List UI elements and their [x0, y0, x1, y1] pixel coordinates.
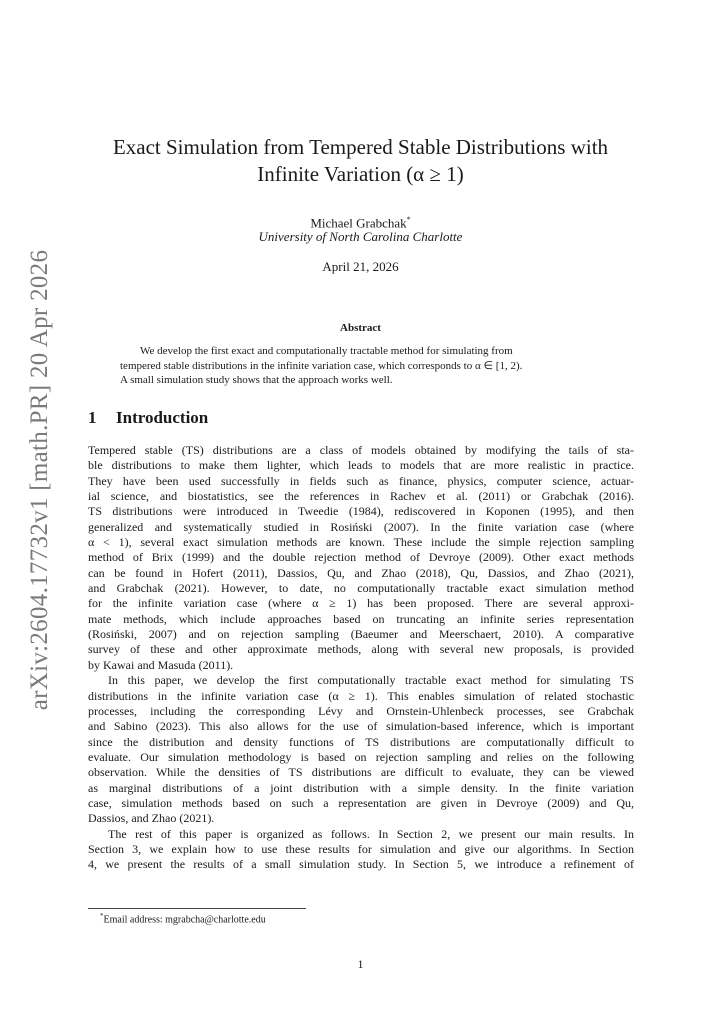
- body-line: generalized and systematically studied in Rosiński (2007). In the finite variation case (where: [88, 519, 634, 534]
- body-line: In this paper, we develop the first computationally tractable exact method for simulating TS: [108, 673, 634, 688]
- body-line: method of Brix (1999) and the double rejection method of Devroye (2009). Other exact methods: [88, 550, 634, 565]
- page-number: 1: [357, 957, 364, 971]
- section-title: Introduction: [116, 408, 209, 427]
- paper-date: April 21, 2026: [322, 259, 399, 274]
- abstract-heading: Abstract: [340, 322, 381, 334]
- body-line: survey of these and other approximate methods, along with several new proposals, is provided: [88, 642, 634, 657]
- body-line: mate methods, which include approaches based on truncating an infinite series representation: [88, 611, 634, 626]
- footnote-mark: *: [100, 912, 104, 920]
- author-footnote-mark: *: [406, 215, 411, 224]
- body-line: as marginal distributions of a joint distribution with a simple density. In the finite variation: [88, 780, 634, 795]
- body-line: Dassios, and Zhao (2021).: [88, 811, 215, 826]
- body-line: The rest of this paper is organized as follows. In Section 2, we present our main results. In: [108, 826, 634, 841]
- body-line: can be found in Hofert (2011), Dassios, Qu, and Zhao (2018), Qu, Dassios, and Zhao (2021),: [88, 565, 634, 580]
- section-heading: [88, 408, 208, 428]
- body-line: evaluate. Our simulation methodology is based on rejection sampling and relies on the following: [88, 749, 634, 764]
- body-line: They have been used successfully in fields such as finance, physics, computer science, actuar-: [88, 473, 634, 488]
- body-line: and Grabchak (2021). However, to date, no computationally tractable exact simulation method: [88, 581, 634, 596]
- body-line: ble distributions to make them lighter, which leads to models that are more realistic in practice.: [88, 458, 634, 473]
- body-line: distributions in the infinite variation case (α ≥ 1). This enables simulation of related stochastic: [88, 688, 634, 703]
- abstract-line: tempered stable distributions in the infinite variation case, which corresponds to α ∈ [1, 2).: [120, 359, 523, 372]
- body-line: 4, we present the results of a small simulation study. In Section 5, we introduce a refinement of: [88, 857, 634, 872]
- footnote-text: Email address: mgrabcha@charlotte.edu: [103, 914, 266, 926]
- author-name: Michael Grabchak: [310, 215, 407, 231]
- arxiv-identifier: arXiv:2604.17732v1 [math.PR] 20 Apr 2026: [26, 249, 53, 711]
- footnote-rule: [88, 908, 306, 909]
- abstract-body: [120, 344, 601, 388]
- body-line: TS distributions were introduced in Tweedie (1984), rediscovered in Koponen (1995), and then: [88, 504, 634, 519]
- body-line: observation. While the densities of TS distributions are difficult to evaluate, they can be viewed: [88, 765, 634, 780]
- body-line: for the infinite variation case (where α ≥ 1) has been proposed. There are several approxi-: [88, 596, 634, 611]
- body-line: by Kawai and Masuda (2011).: [88, 657, 234, 672]
- body-line: α < 1), several exact simulation methods are known. These include the simple rejection sampling: [88, 535, 634, 550]
- body-line: and Sabino (2023). This also allows for the use of simulation-based inference, which is important: [88, 719, 634, 734]
- body-line: processes, including the corresponding Lévy and Ornstein-Uhlenbeck processes, see Grabchak: [88, 703, 634, 718]
- body-line: case, simulation methods based on such a representation are given in Devroye (2009) and Qu,: [88, 795, 634, 810]
- body-line: (Rosiński, 2007) and on rejection sampling (Baeumer and Meerschaert, 2010). A comparative: [88, 627, 634, 642]
- body-text: [88, 443, 634, 873]
- footnote: [100, 912, 266, 925]
- body-line: Section 3, we explain how to use these results for simulation and give our algorithms. In Section: [88, 841, 634, 856]
- section-number: 1: [88, 408, 97, 427]
- author-affiliation: University of North Carolina Charlotte: [258, 229, 463, 244]
- body-line: ial science, and biostatistics, see the references in Rachev et al. (2011) or Grabchak (2016).: [88, 489, 634, 504]
- title-line-1: Exact Simulation from Tempered Stable Distributions with: [112, 135, 609, 159]
- body-line: since the distribution and density functions of TS distributions are computationally difficult to: [88, 734, 634, 749]
- abstract-line: We develop the first exact and computationally tractable method for simulating from: [140, 345, 513, 357]
- body-line: Tempered stable (TS) distributions are a class of models obtained by modifying the tails of sta-: [88, 443, 634, 457]
- paper-title: [80, 134, 641, 188]
- title-line-2: Infinite Variation (α ≥ 1): [257, 162, 464, 186]
- abstract-line: A small simulation study shows that the approach works well.: [120, 374, 393, 387]
